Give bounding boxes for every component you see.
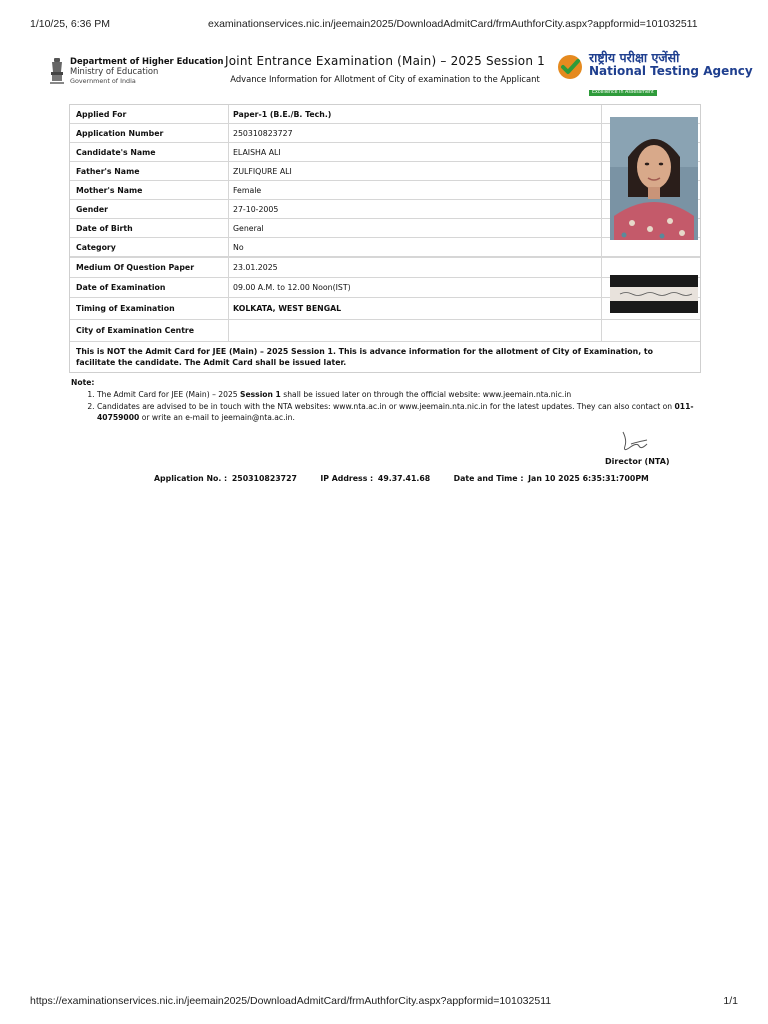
application-no-label: Application No. : (154, 474, 228, 483)
row-value: General (229, 219, 602, 237)
page-title: Joint Entrance Examination (Main) – 2025 Session 1 (225, 54, 545, 68)
candidate-photo (610, 117, 698, 240)
datetime-value: Jan 10 2025 6:35:31:700PM (528, 474, 649, 483)
row-label: City of Examination Centre (70, 320, 229, 341)
notes-section (71, 378, 703, 424)
table-row (70, 181, 700, 200)
row-label: Medium Of Question Paper (70, 258, 229, 277)
print-footer-url: https://examinationservices.nic.in/jeemain2025/DownloadAdmitCard/frmAuthforCity.aspx?appformid=101032511 (30, 995, 552, 1007)
row-label: Category (70, 238, 229, 256)
national-emblem-icon (48, 56, 66, 86)
table-row (70, 320, 700, 342)
row-value: 23.01.2025 (229, 258, 602, 277)
row-label: Timing of Examination (70, 298, 229, 319)
row-value (229, 320, 602, 341)
gov-name: Government of India (70, 77, 136, 85)
datetime-label: Date and Time : (453, 474, 524, 483)
info-table (69, 104, 701, 373)
ip-label: IP Address : (320, 474, 374, 483)
row-value: 27-10-2005 (229, 200, 602, 218)
notes-title: Note: (71, 378, 95, 387)
row-value: 250310823727 (229, 124, 602, 142)
row-label: Candidate's Name (70, 143, 229, 161)
row-label: Date of Examination (70, 278, 229, 297)
not-admit-card-notice: This is NOT the Admit Card for JEE (Main) – 2025 Session 1. This is advance information for the allotment of City of Examination, to facilitate the candidate. The Admit Card shall be issued later. (76, 347, 653, 367)
row-label: Date of Birth (70, 219, 229, 237)
table-row (70, 219, 700, 238)
row-label: Gender (70, 200, 229, 218)
row-label: Application Number (70, 124, 229, 142)
nta-logo-block (557, 50, 753, 97)
dept-name: Department of Higher Education (70, 56, 224, 66)
table-row (70, 298, 700, 320)
row-label: Applied For (70, 105, 229, 123)
row-value: Female (229, 181, 602, 199)
page-subtitle: Advance Information for Allotment of City of examination to the Applicant (230, 74, 540, 84)
print-url: examinationservices.nic.in/jeemain2025/DownloadAdmitCard/frmAuthforCity.aspx?appformid=101032511 (208, 18, 698, 30)
table-row (70, 238, 700, 257)
nta-check-icon (557, 54, 583, 80)
application-footer (154, 474, 651, 483)
candidate-signature (610, 275, 698, 313)
table-row (70, 200, 700, 219)
director-label: Director (NTA) (605, 457, 670, 466)
row-value: Paper-1 (B.E./B. Tech.) (229, 105, 602, 123)
table-row (70, 278, 700, 298)
table-row (70, 143, 700, 162)
row-value: KOLKATA, WEST BENGAL (229, 298, 602, 319)
note-item: 2. Candidates are advised to be in touch with the NTA websites: www.nta.ac.in or www.jeemain.nta.nic.in for the latest updates. They can also contact on 011-40759000 or write an e-mail to jeemain@nta.ac.in. (97, 401, 703, 424)
director-signature (617, 428, 653, 454)
application-no-value: 250310823727 (231, 474, 297, 483)
row-value: ZULFIQURE ALI (229, 162, 602, 180)
table-row (70, 257, 700, 278)
note-item: 1. The Admit Card for JEE (Main) – 2025 Session 1 shall be issued later on through the official website: www.jeemain.nta.nic.in (97, 389, 703, 401)
table-row (70, 162, 700, 181)
ministry-block (48, 56, 223, 86)
title-block (210, 54, 560, 84)
ip-value: 49.37.41.68 (377, 474, 431, 483)
print-page-number: 1/1 (723, 995, 738, 1007)
row-label: Mother's Name (70, 181, 229, 199)
row-value: 09.00 A.M. to 12.00 Noon(IST) (229, 278, 602, 297)
table-row (70, 124, 700, 143)
row-value: No (229, 238, 602, 256)
ministry-name: Ministry of Education (70, 66, 159, 76)
table-row (70, 105, 700, 124)
nta-english-name: National Testing Agency (589, 64, 753, 78)
row-value: ELAISHA ALI (229, 143, 602, 161)
print-datetime: 1/10/25, 6:36 PM (30, 18, 110, 30)
row-label: Father's Name (70, 162, 229, 180)
nta-hindi-name: राष्ट्रीय परीक्षा एजेंसी (589, 50, 680, 65)
nta-tagline: Excellence in Assessment (589, 90, 657, 96)
